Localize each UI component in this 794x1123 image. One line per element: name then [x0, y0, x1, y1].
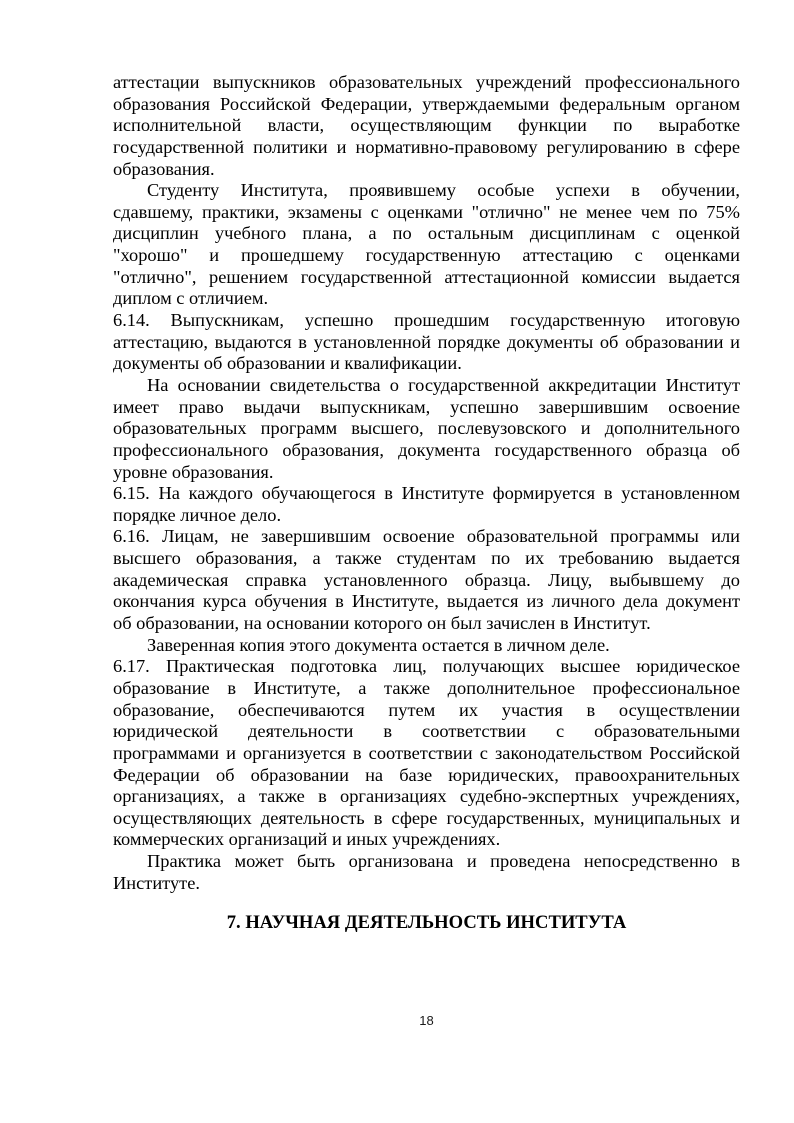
text-line: высшего образования, а также студентам по их требованию выдается [113, 548, 740, 569]
text-line: государственной политики и нормативно-правовому регулированию в сфере [113, 136, 740, 157]
text-line: 6.15. На каждого обучающегося в Институте формируется в установленном [113, 483, 740, 504]
text-line: диплом с отличием. [113, 288, 269, 309]
paragraph [113, 310, 740, 375]
text-line: порядке личное дело. [113, 504, 282, 525]
text-line: 6.14. Выпускникам, успешно прошедшим государственную итоговую [113, 310, 740, 331]
text-line: Институте. [113, 872, 200, 893]
paragraph [113, 483, 740, 526]
text-line: профессионального образования, документа государственного образца об [113, 439, 740, 460]
text-line: сдавшему, практики, экзамены с оценками "отлично" не менее чем по 75% [113, 201, 740, 222]
paragraph [113, 180, 740, 310]
paragraph [113, 656, 740, 851]
text-line: документы об образовании и квалификации. [113, 353, 462, 374]
text-line: исполнительной власти, осуществляющим функции по выработке [113, 115, 740, 136]
text-line: аттестацию, выдаются в установленной порядке документы об образовании и [113, 331, 740, 352]
page-number: 18 [419, 1013, 434, 1028]
text-line: образования Российской Федерации, утверждаемыми федеральным органом [113, 93, 740, 114]
text-line: 6.16. Лицам, не завершившим освоение образовательной программы или [113, 526, 740, 547]
text-line: 6.17. Практическая подготовка лиц, получающих высшее юридическое [113, 656, 740, 677]
text-line: "хорошо" и прошедшему государственную аттестацию с оценками [113, 245, 740, 266]
text-line: На основании свидетельства о государственной аккредитации Институт [147, 374, 740, 395]
text-line: окончания курса обучения в Институте, выдается из личного дела документ [113, 591, 740, 612]
text-line: образовательных программ высшего, послевузовского и дополнительного [113, 418, 740, 439]
paragraph [113, 375, 740, 483]
text-line: Студенту Института, проявившему особые успехи в обучении, [147, 180, 740, 201]
text-line: уровне образования. [113, 461, 274, 482]
text-line: организациях, а также в организациях судебно-экспертных учреждениях, [113, 786, 740, 807]
text-line: юридической деятельности в соответствии с образовательными [113, 721, 740, 742]
text-line: "отлично", решением государственной аттестационной комиссии выдается [113, 266, 740, 287]
text-line: дисциплин учебного плана, а по остальным дисциплинам с оценкой [113, 223, 740, 244]
text-line: образования. [113, 158, 215, 179]
text-line: осуществляющих деятельность в сфере государственных, муниципальных и [113, 807, 740, 828]
text-line: коммерческих организаций и иных учреждениях. [113, 829, 501, 850]
paragraph [113, 72, 740, 180]
text-line: образование в Институте, а также дополнительное профессиональное [113, 677, 740, 698]
section-heading: 7. НАУЧНАЯ ДЕЯТЕЛЬНОСТЬ ИНСТИТУТА [226, 912, 627, 934]
paragraph [113, 851, 740, 894]
text-block [113, 72, 740, 934]
text-line: об образовании, на основании которого он был зачислен в Институт. [113, 613, 651, 634]
text-line: образование, обеспечиваются путем их участия в осуществлении [113, 699, 740, 720]
text-line: Заверенная копия этого документа остается в личном деле. [147, 634, 610, 655]
text-line: имеет право выдачи выпускникам, успешно завершившим освоение [113, 396, 740, 417]
text-line: Федерации об образовании на базе юридических, правоохранительных [113, 764, 740, 785]
paragraph [113, 635, 740, 657]
paragraphs-container [113, 72, 740, 894]
text-line: аттестации выпускников образовательных учреждений профессионального [113, 72, 740, 92]
paragraph [113, 526, 740, 634]
text-line: Практика может быть организована и проведена непосредственно в [147, 851, 740, 872]
text-line: программами и организуется в соответствии с законодательством Российской [113, 742, 740, 763]
text-line: академическая справка установленного образца. Лицу, выбывшему до [113, 569, 740, 590]
